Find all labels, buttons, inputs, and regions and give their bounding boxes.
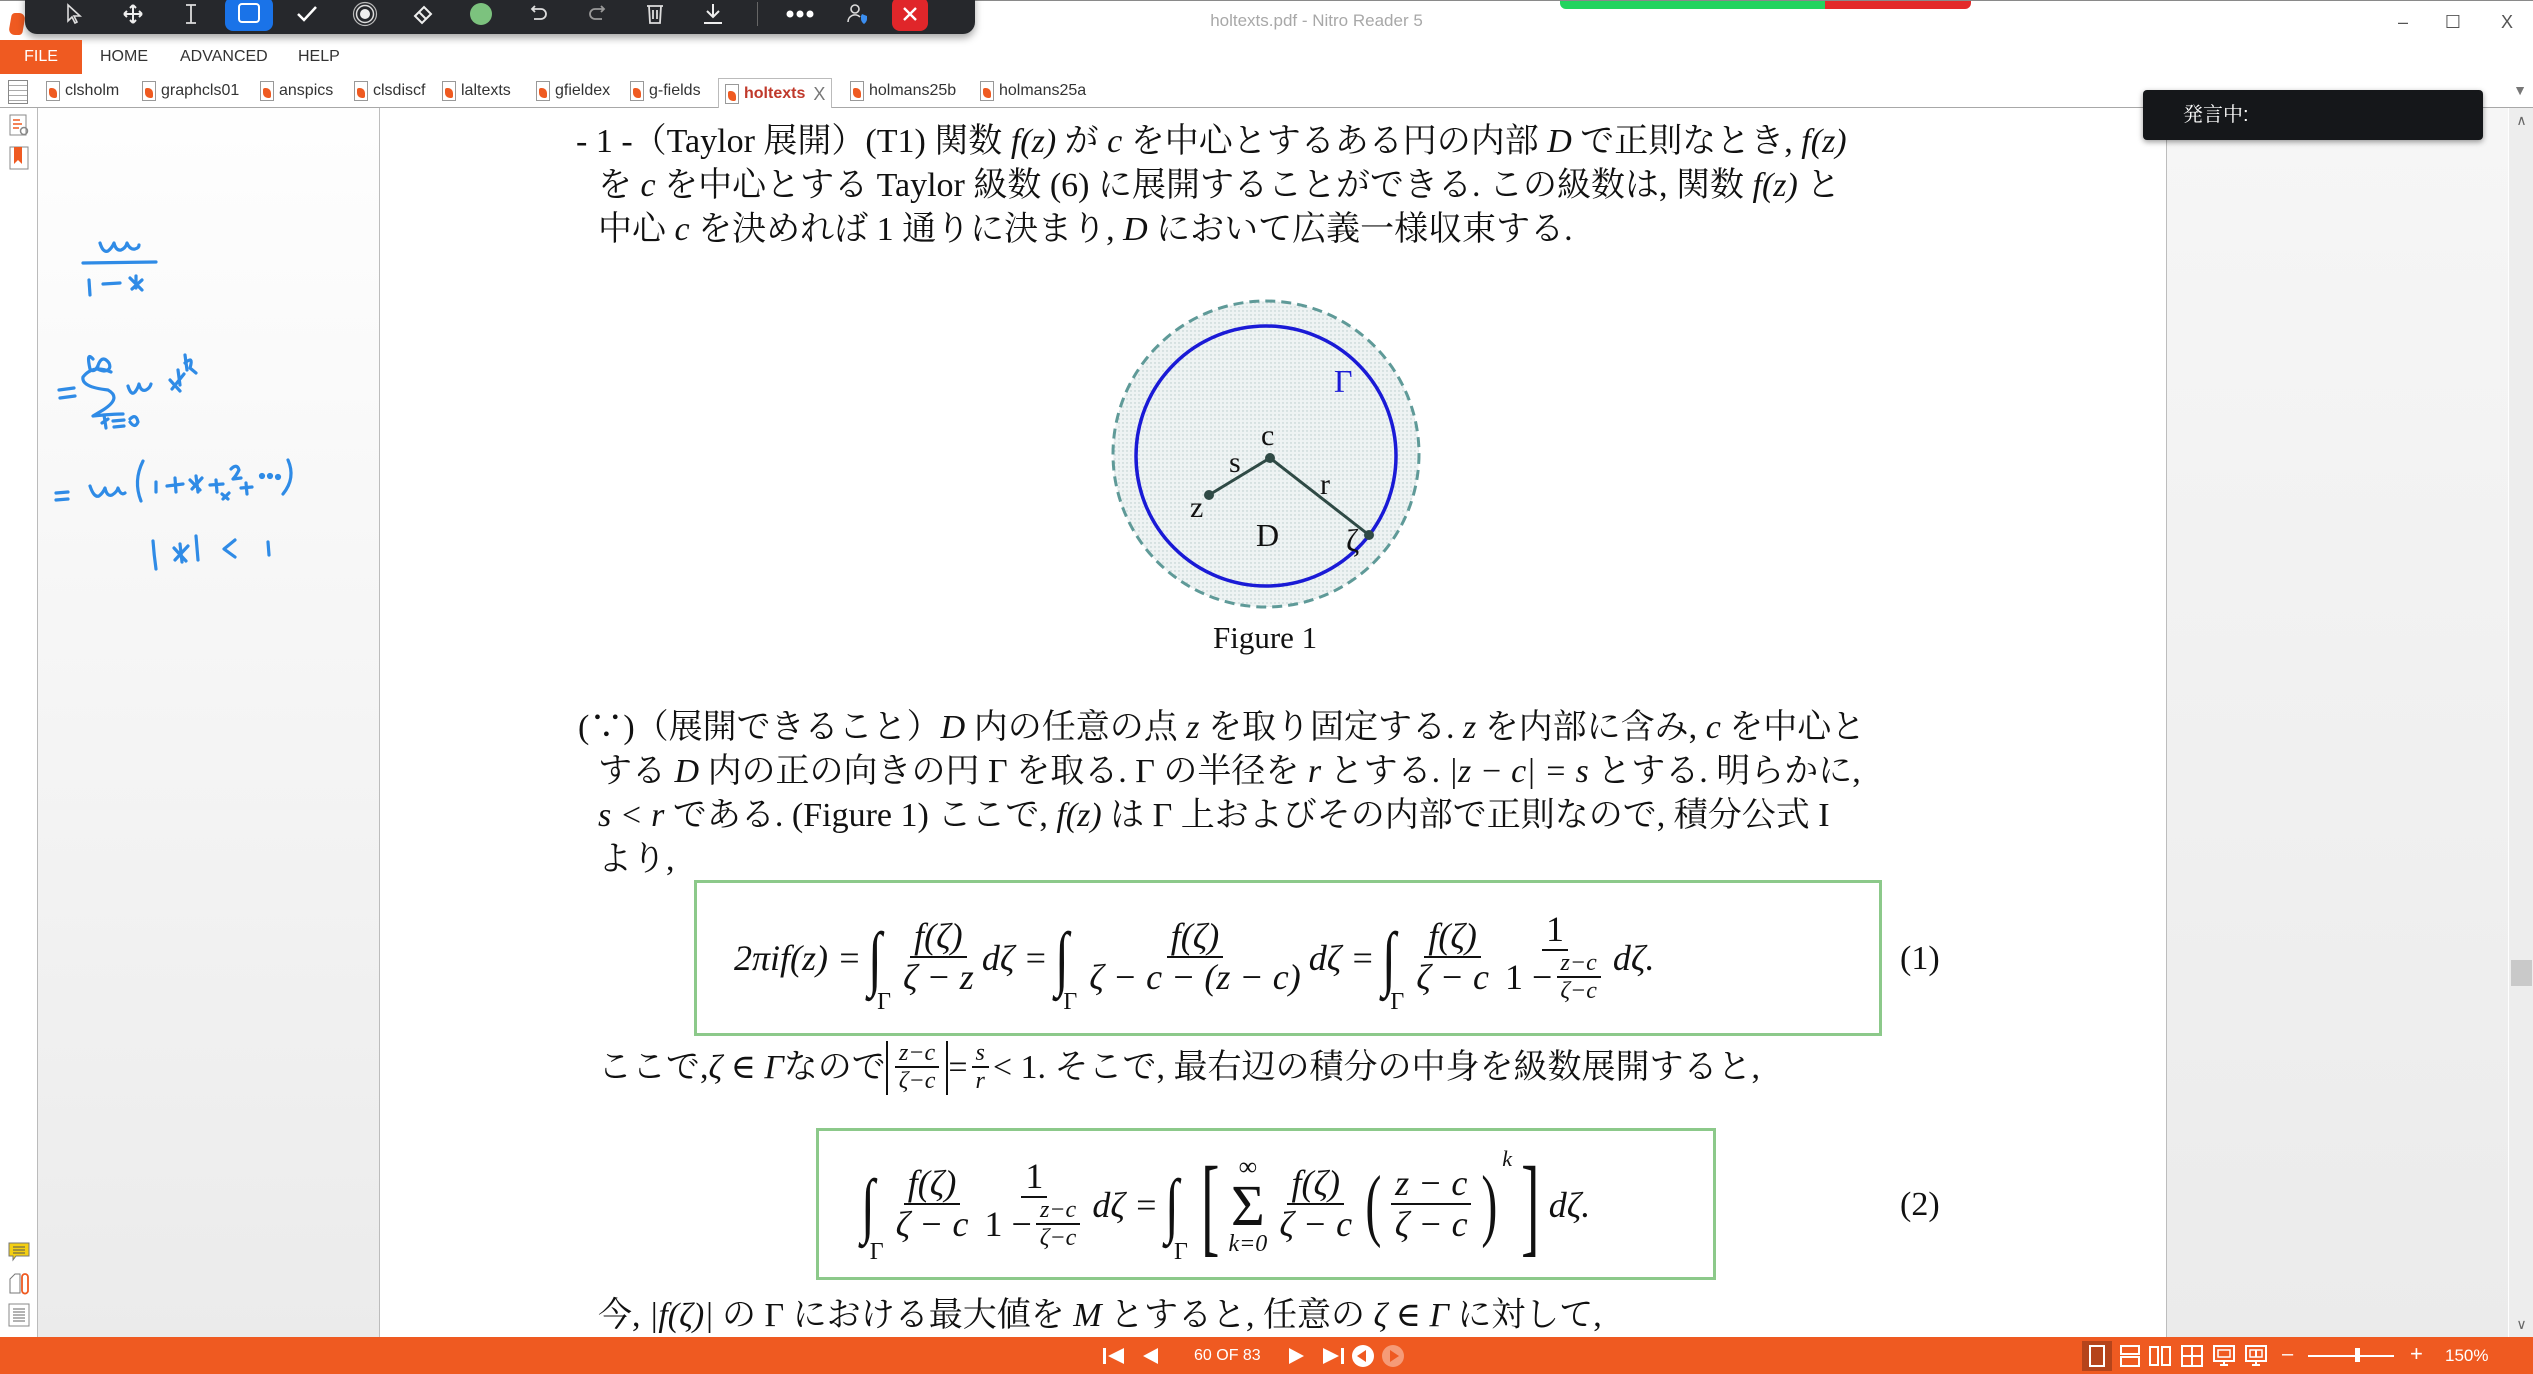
continuous-pages-icon <box>2118 1344 2142 1368</box>
first-page-icon <box>1102 1346 1128 1366</box>
single-page-view-button[interactable] <box>2082 1341 2112 1371</box>
more-icon <box>785 9 815 19</box>
split-presentation-view-button[interactable] <box>2244 1344 2268 1368</box>
svg-text:c: c <box>1261 419 1275 452</box>
undo-button[interactable] <box>515 0 563 31</box>
theorem-line-3: 中心 c を決めれば 1 通りに決まり, D において広義一様収束する. <box>598 211 1573 248</box>
download-button[interactable] <box>689 0 737 31</box>
pdf-file-icon <box>354 81 368 101</box>
forward-circle-icon <box>1381 1344 1405 1368</box>
svg-text:s: s <box>1229 446 1241 479</box>
eraser-icon <box>411 2 435 26</box>
pdf-file-icon <box>980 81 994 101</box>
last-page-icon <box>1319 1346 1345 1366</box>
proof-line-3: s < r である. (Figure 1) ここで, f(z) は Γ 上およびその内部で正則なので, 積分公式 I <box>598 797 1830 834</box>
handwritten-ink-annotation <box>38 108 380 608</box>
pdf-page <box>380 108 2166 1337</box>
recording-bar-green <box>1560 1 1825 9</box>
equation-2: ∫ Γ $\frac{f(\zeta)}{\zeta - c}$ 1 1 − $\frac{z-c}{\zeta-c}$ dζ = ∫ Γ [ ∞ Σ k=0 $\frac{f(\zeta)}{\zeta - c}$ ( $\frac{z - c}{\zeta - c}$ ) k ] dζ. <box>860 1144 1591 1266</box>
proof-line-2: する D 内の正の向きの円 Γ を取る. Γ の半径を r とする. |z − c| = s とする. 明らかに, <box>598 753 1861 790</box>
attachments-icon[interactable] <box>8 1271 30 1295</box>
last-visible-line: 今, |f(ζ)| の Γ における最大値を M とすると, 任意の ζ ∈ Γ に対して, <box>598 1297 1602 1334</box>
more-options-button[interactable] <box>776 0 824 31</box>
scrollbar-thumb[interactable] <box>2511 960 2532 986</box>
color-swatch-icon <box>468 1 494 27</box>
move-tool-button[interactable] <box>109 0 157 31</box>
two-page-icon <box>2148 1344 2172 1368</box>
menu-home[interactable]: HOME <box>100 48 148 65</box>
text-tool-button[interactable] <box>167 0 215 31</box>
undo-icon <box>529 3 549 25</box>
tab-overflow-chevron-icon[interactable]: ▼ <box>2513 82 2527 98</box>
theorem-line-1: - 1 -（Taylor 展開）(T1) 関数 f(z) が c を中心とするある円の内部 D で正則なとき, f(z) <box>576 123 1847 160</box>
document-outline-icon[interactable] <box>8 1303 30 1327</box>
rectangle-icon <box>236 1 262 27</box>
figure-caption: Figure 1 <box>1213 620 1318 655</box>
close-toolbar-button[interactable] <box>892 0 928 31</box>
scroll-up-chevron-icon[interactable]: ∧ <box>2516 112 2527 128</box>
previous-page-button[interactable] <box>1142 1346 1160 1366</box>
presentation-view-button[interactable] <box>2212 1344 2236 1368</box>
domain-boundary-dashed <box>1113 301 1419 607</box>
annotation-toolbar <box>25 0 975 34</box>
tab-holtexts[interactable]: holtexts X <box>718 78 832 109</box>
page-indicator[interactable]: 60 OF 83 <box>1194 1346 1261 1364</box>
equation-1-number: (1) <box>1900 940 1940 977</box>
page-thumbnails-icon[interactable] <box>8 114 30 138</box>
tab-graphcls01[interactable]: graphcls01 <box>142 76 239 106</box>
tab-clsholm[interactable]: clsholm <box>46 76 119 106</box>
single-page-icon <box>2082 1341 2112 1371</box>
speaking-indicator-popup: 発言中: <box>2143 90 2483 140</box>
tab-laltexts[interactable]: laltexts <box>442 76 511 106</box>
grid-pages-icon <box>2180 1344 2204 1368</box>
proof-line-4: より, <box>598 841 675 878</box>
pdf-file-icon <box>142 81 156 101</box>
recording-bar-red <box>1825 1 1971 9</box>
rectangle-tool-button[interactable] <box>225 0 273 31</box>
tab-list-icon[interactable] <box>8 80 28 104</box>
figure-1-diagram <box>1106 294 1426 614</box>
close-tab-button[interactable]: X <box>813 83 826 104</box>
window-title: holtexts.pdf - Nitro Reader 5 <box>1210 11 1423 30</box>
pdf-file-icon <box>536 81 550 101</box>
pdf-file-icon <box>442 81 456 101</box>
close-window-button[interactable]: X <box>2500 12 2513 32</box>
facing-continuous-view-button[interactable] <box>2180 1344 2204 1368</box>
checkmark-icon <box>295 4 319 24</box>
pdf-file-icon <box>725 84 739 104</box>
pdf-file-icon <box>46 81 60 101</box>
pdf-file-icon <box>260 81 274 101</box>
svg-text:D: D <box>1256 517 1280 553</box>
next-page-icon <box>1287 1346 1305 1366</box>
trash-icon <box>645 2 665 26</box>
monitor-split-icon <box>2244 1344 2268 1368</box>
menu-bar <box>0 40 2533 74</box>
delete-button[interactable] <box>631 0 679 31</box>
next-page-button[interactable] <box>1287 1346 1305 1366</box>
menu-advanced[interactable]: ADVANCED <box>180 48 268 65</box>
equation-2-number: (2) <box>1900 1186 1940 1223</box>
user-shield-icon <box>846 2 870 26</box>
tab-holmans25a[interactable]: holmans25a <box>980 76 1086 106</box>
text-cursor-icon <box>184 3 198 25</box>
pdf-file-icon <box>630 81 644 101</box>
previous-page-icon <box>1142 1346 1160 1366</box>
move-icon <box>122 3 144 25</box>
left-icon-strip <box>0 108 38 1337</box>
status-bar <box>0 1337 2533 1374</box>
page-navigation <box>1102 1337 1419 1374</box>
comments-icon[interactable] <box>8 1240 30 1264</box>
tab-anspics[interactable]: anspics <box>260 76 333 106</box>
first-page-button[interactable] <box>1102 1346 1128 1366</box>
tab-holmans25b[interactable]: holmans25b <box>850 76 956 106</box>
scroll-down-chevron-icon[interactable]: ∨ <box>2516 1316 2527 1332</box>
svg-text:z: z <box>1190 491 1204 524</box>
redo-icon <box>587 3 607 25</box>
svg-text:r: r <box>1320 468 1330 501</box>
menu-file[interactable]: FILE <box>0 40 82 74</box>
spotlight-tool-button[interactable] <box>341 0 389 31</box>
zoom-out-button[interactable]: – <box>2282 1343 2294 1365</box>
spotlight-icon <box>352 1 378 27</box>
select-tool-button[interactable] <box>51 0 99 31</box>
zoom-level[interactable]: 150% <box>2445 1346 2489 1365</box>
menu-help[interactable]: HELP <box>298 48 340 65</box>
minimize-button[interactable]: – <box>2397 12 2408 32</box>
vertical-scrollbar[interactable] <box>2508 108 2533 1337</box>
monitor-icon <box>2212 1344 2236 1368</box>
facing-view-button[interactable] <box>2148 1344 2172 1368</box>
close-icon <box>901 5 919 23</box>
redo-button[interactable] <box>573 0 621 31</box>
mid-text-line: ここで, ζ ∈ Γ なので $\frac{z-c}{\zeta-c}$ = $\frac{s}{r}$ < 1. そこで, 最右辺の積分の中身を級数展開すると, <box>598 1040 1761 1095</box>
go-back-button[interactable] <box>1351 1344 1375 1368</box>
tab-clsdiscf[interactable]: clsdiscf <box>354 76 425 106</box>
bookmarks-icon[interactable] <box>8 146 30 170</box>
right-bracket: ] <box>1521 1144 1540 1266</box>
proof-line-1: (∵)（展開できること）D 内の任意の点 z を取り固定する. z を内部に含み, c を中心と <box>578 709 1866 746</box>
svg-text:ζ: ζ <box>1346 522 1360 558</box>
user-privacy-button[interactable] <box>834 0 882 31</box>
download-icon <box>701 2 725 26</box>
continuous-view-button[interactable] <box>2118 1344 2142 1368</box>
back-circle-icon <box>1351 1344 1375 1368</box>
color-picker-button[interactable] <box>457 0 505 31</box>
go-forward-button[interactable] <box>1381 1344 1405 1368</box>
equation-1: 2πif(z) = ∫ Γ $\frac{f(\zeta)}{\zeta - z}$ dζ = ∫ Γ $\frac{f(\zeta)}{\zeta - c - (z - c)}$ dζ = ∫ Γ $\frac{f(\zeta)}{\zeta - c}$ 1 1 − $\frac{z-c}{\zeta-c}$ dζ. <box>734 909 1655 1015</box>
last-page-button[interactable] <box>1319 1346 1345 1366</box>
tab-g-fields[interactable]: g-fields <box>630 76 701 106</box>
check-tool-button[interactable] <box>283 0 331 31</box>
left-bracket: [ <box>1200 1144 1220 1266</box>
right-page-margin <box>2166 108 2508 1337</box>
eraser-tool-button[interactable] <box>399 0 447 31</box>
tab-gfieldex[interactable]: gfieldex <box>536 76 610 106</box>
zoom-slider-thumb[interactable] <box>2355 1348 2360 1362</box>
maximize-button[interactable]: ☐ <box>2444 12 2462 32</box>
select-arrow-icon <box>65 3 85 25</box>
svg-text:Γ: Γ <box>1334 363 1353 399</box>
toolbar-separator <box>757 2 758 26</box>
zoom-slider[interactable] <box>2308 1355 2394 1357</box>
theorem-line-2: を c を中心とする Taylor 級数 (6) に展開することができる. この級数は, 関数 f(z) と <box>598 167 1841 204</box>
zoom-in-button[interactable]: + <box>2410 1341 2423 1366</box>
pdf-file-icon <box>850 81 864 101</box>
